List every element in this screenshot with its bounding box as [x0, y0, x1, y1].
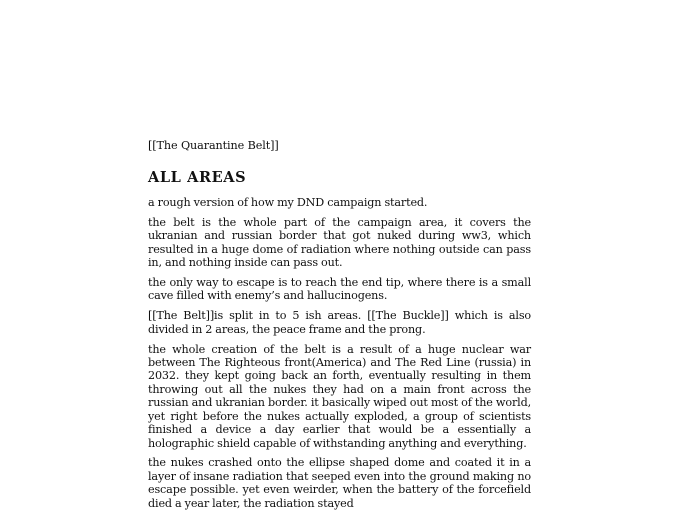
parent-page-link[interactable]: [[The Quarantine Belt]]	[148, 139, 279, 152]
paragraph-areas: [[The Belt]]is split in to 5 ish areas. [[The Buckle]] which is also divided in 2 areas, the peace frame and the prong.	[148, 309, 531, 336]
document-body	[148, 139, 531, 517]
section-heading: ALL AREAS	[148, 169, 247, 186]
paragraph-belt-description: the belt is the whole part of the campaign area, it covers the ukranian and russian border that got nuked during ww3, which resulted in a huge dome of radiation where nothing outside can pass in, and nothing inside can pass out.	[148, 215, 531, 270]
paragraph-war-history: the whole creation of the belt is a result of a huge nuclear war between The Righteous front(America) and The Red Line (russia) in 2032. they kept going back an forth, eventually resulting in them throwing out all the nukes they had on a main front across the russian and ukranian border. it basically wiped out most of the world, yet right before the nukes actually exploded, a group of scientists finished a device a day earlier that would be a essentially a holographic shield capable of withstanding anything and everything.	[148, 342, 531, 450]
paragraph-dome-radiation: the nukes crashed onto the ellipse shaped dome and coated it in a layer of insane radiation that seeped even into the ground making no escape possible. yet even weirder, when the battery of the forcefield died a year later, the radiation stayed	[148, 456, 531, 510]
paragraph-escape: the only way to escape is to reach the end tip, where there is a small cave filled with enemy’s and hallucinogens.	[148, 276, 531, 303]
paragraph-intro: a rough version of how my DND campaign started.	[148, 196, 428, 209]
